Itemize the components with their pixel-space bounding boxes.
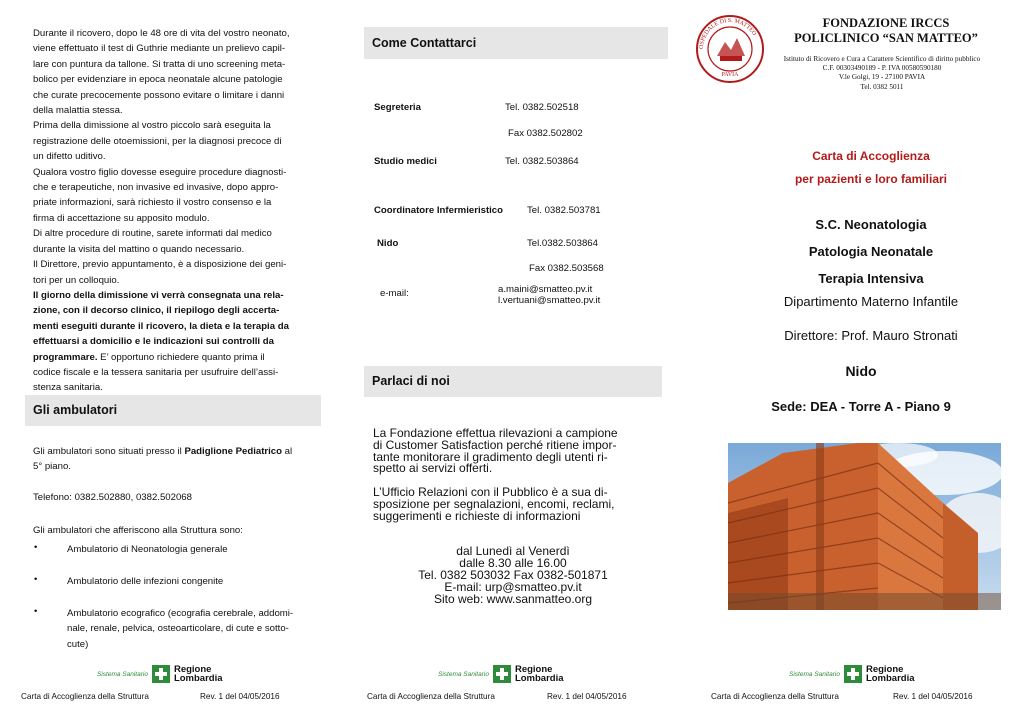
text-line: menti eseguiti durante il ricovero, la dieta e la terapia da <box>33 320 289 332</box>
dismissal-paragraph <box>33 288 313 350</box>
text-line: V.le Golgi, 19 - 27100 PAVIA <box>838 73 926 82</box>
footer-left: Carta di Accoglienza della Struttura <box>367 692 495 701</box>
section-title: Parlaci di noi <box>372 374 450 388</box>
text-line: Sito web: www.sanmatteo.org <box>433 592 593 606</box>
list-item: Ambulatorio delle infezioni congenite <box>67 576 224 587</box>
text-line: Durante il ricovero, dopo le 48 ore di vita del vostro neonato, <box>33 28 290 39</box>
nido-label: Nido <box>377 238 399 249</box>
urp-paragraph <box>373 487 653 522</box>
text-line: Il Direttore, previo appuntamento, è a disposizione dei geni- <box>33 259 287 271</box>
org-details <box>764 55 1000 92</box>
building-photo <box>728 443 1001 610</box>
customer-paragraph <box>373 428 653 475</box>
intro-paragraph <box>33 26 313 288</box>
section-title: Gli ambulatori <box>33 403 118 417</box>
text-line: registrazione delle otoemissioni, per la diagnosi precoce di <box>33 135 282 147</box>
lombardia-cross-icon <box>844 665 862 683</box>
urp-hours <box>373 545 653 605</box>
carta-title: Carta di Accoglienza per pazienti e loro familiari <box>794 149 948 186</box>
bullet-icon: • <box>34 606 38 617</box>
segreteria-tel: Tel. 0382.502518 <box>505 102 579 113</box>
seal-logo <box>695 14 765 84</box>
ambulatori-location: Gli ambulatori sono situati presso il Padiglione Pediatrico al 5° piano. <box>33 446 293 473</box>
text-line: codice fiscale e la tessera sanitaria per usufruire dell’assi- <box>33 366 279 378</box>
text-line: firma di accettazione su apposito modulo. <box>33 212 210 224</box>
email-link[interactable]: a.maini@smatteo.pv.it <box>498 284 593 295</box>
text-line: L’Ufficio Relazioni con il Pubblico è a sua di- <box>373 485 608 499</box>
footer-rev: Rev. 1 del 04/05/2016 <box>893 692 973 701</box>
ambulatori-intro: Gli ambulatori che afferiscono alla Struttura sono: <box>33 525 243 536</box>
footer-left: Carta di Accoglienza della Struttura <box>21 692 149 701</box>
text-line: lare con puntura da tallone. Si tratta di uno screening meta- <box>33 58 286 70</box>
nido-fax: Fax 0382.503568 <box>529 263 604 274</box>
text-line: spetto ai servizi offerti. <box>373 461 493 476</box>
org-header <box>770 16 1002 46</box>
contacts-header <box>364 27 668 59</box>
regione-logo <box>789 665 915 683</box>
regione-name: Regione Lombardia <box>865 664 915 684</box>
bullet-icon: • <box>34 574 38 585</box>
footer-left: Carta di Accoglienza della Struttura <box>711 692 839 701</box>
text-line: nale, renale, pelvica, osteoarticolare, di cute e sotto- <box>67 623 289 635</box>
ambulatori-phone: Telefono: 0382.502880, 0382.502068 <box>33 492 192 503</box>
email-label: e-mail: <box>380 288 409 299</box>
section-title: Come Contattarci <box>372 36 477 50</box>
lombardia-cross-icon <box>493 665 511 683</box>
sistema-label: Sistema Sanitario <box>97 670 148 678</box>
footer-rev: Rev. 1 del 04/05/2016 <box>547 692 627 701</box>
text-line: un difetto uditivo. <box>33 151 106 163</box>
text-line: della malattia stessa. <box>33 105 123 117</box>
email-list <box>498 285 600 306</box>
text-line: Tel. 0382 503032 Fax 0382-501871 <box>418 568 608 582</box>
segreteria-label: Segreteria <box>374 102 421 113</box>
text-line: di Customer Satisfaction perché ritiene impor- <box>373 437 617 452</box>
sistema-label: Sistema Sanitario <box>438 670 489 678</box>
nido-tel: Tel.0382.503864 <box>527 238 598 249</box>
regione-logo <box>97 665 223 683</box>
footer-rev: Rev. 1 del 04/05/2016 <box>200 692 280 701</box>
text-line: viene effettuato il test di Guthrie mediante un prelievo capil- <box>33 43 286 55</box>
regione-name: Regione Lombardia <box>514 664 564 684</box>
text-line: Prima della dimissione al vostro piccolo sarà eseguita la <box>33 120 271 132</box>
bullet-icon: • <box>34 542 38 553</box>
text-line: priate informazioni, sarà richiesto il vostro consenso e la <box>33 197 272 209</box>
studio-label: Studio medici <box>374 156 437 167</box>
tail-paragraph <box>33 365 313 396</box>
studio-tel: Tel. 0382.503864 <box>505 156 579 167</box>
text-line: dal Lunedì al Venerdì <box>456 544 570 558</box>
list-item <box>67 606 317 652</box>
dipartimento: Dipartimento Materno Infantile <box>783 294 959 309</box>
text-line: suggerimenti e richieste di informazioni <box>373 508 581 523</box>
text-line: che e terapeutiche, non invasive ed invasive, dopo appro- <box>33 182 279 194</box>
text-line: Istituto di Ricovero e Cura a Carattere Scientifico di diritto pubblico <box>783 55 981 63</box>
text-line: Ambulatorio ecografico (ecografia cerebrale, addomi- <box>67 608 294 619</box>
text-line: durante la visita del mattino o quando necessario. <box>33 243 245 255</box>
text-line: zione, con il decorso clinico, il riepilogo degli accerta- <box>33 305 280 317</box>
segreteria-fax: Fax 0382.502802 <box>508 128 583 139</box>
text-line: cute) <box>67 638 89 650</box>
coord-tel: Tel. 0382.503781 <box>527 205 601 216</box>
text-line: bolico per evidenziare in epoca neonatale alcune patologie <box>33 74 283 86</box>
text-line: effettuarsi a domicilio e le indicazioni sui controlli da <box>33 336 274 348</box>
text-line: C.F. 00303490189 - P. IVA 00580590180 <box>822 64 942 73</box>
list-item: Ambulatorio di Neonatologia generale <box>67 544 228 555</box>
text-line: tori per un colloquio. <box>33 274 120 286</box>
regione-name: Regione Lombardia <box>173 664 223 684</box>
regione-logo <box>438 665 564 683</box>
org-name-2: POLICLINICO “SAN MATTEO” <box>794 31 978 45</box>
unit-names: S.C. Neonatologia Patologia Neonatale Terapia Intensiva <box>808 217 934 286</box>
text-line: stenza sanitaria. <box>33 382 103 394</box>
text-line: Di altre procedure di routine, sarete informati dal medico <box>33 228 272 240</box>
sede: Sede: DEA - Torre A - Piano 9 <box>771 399 951 414</box>
text-line: Qualora vostro figlio dovesse eseguire procedure diagnosti- <box>33 166 287 178</box>
text-line: dalle 8.30 alle 16.00 <box>459 556 567 570</box>
text-line: Tel. 0382 5011 <box>860 82 904 91</box>
email-link[interactable]: l.vertuani@smatteo.pv.it <box>498 294 601 306</box>
text-line: E-mail: urp@smatteo.pv.it <box>444 580 582 594</box>
text-line: sposizione per segnalazioni, encomi, reclami, <box>373 496 615 511</box>
text-line: tante monitorare il gradimento degli utenti ri- <box>373 449 608 464</box>
col1-body <box>33 26 313 396</box>
direttore: Direttore: Prof. Mauro Stronati <box>784 328 958 343</box>
org-name: FONDAZIONE IRCCS <box>822 16 950 30</box>
svg-text:PAVIA: PAVIA <box>721 72 739 78</box>
nido-title: Nido <box>845 363 877 379</box>
ambulatori-header <box>25 395 321 426</box>
sistema-label: Sistema Sanitario <box>789 670 840 678</box>
text-line: La Fondazione effettua rilevazioni a campione <box>373 426 618 440</box>
lombardia-cross-icon <box>152 665 170 683</box>
parlaci-header <box>364 366 662 397</box>
programmare-line: programmare. E’ opportuno richiedere quanto prima il <box>33 351 265 363</box>
text-line: che curate precocemente possono evitare o limitare i danni <box>33 89 285 101</box>
coord-label: Coordinatore Infermieristico <box>374 205 504 216</box>
text-line: Il giorno della dimissione vi verrà consegnata una rela- <box>33 289 284 301</box>
svg-text:OSPEDALE DI S. MATTEO: OSPEDALE DI S. MATTEO <box>698 17 757 50</box>
